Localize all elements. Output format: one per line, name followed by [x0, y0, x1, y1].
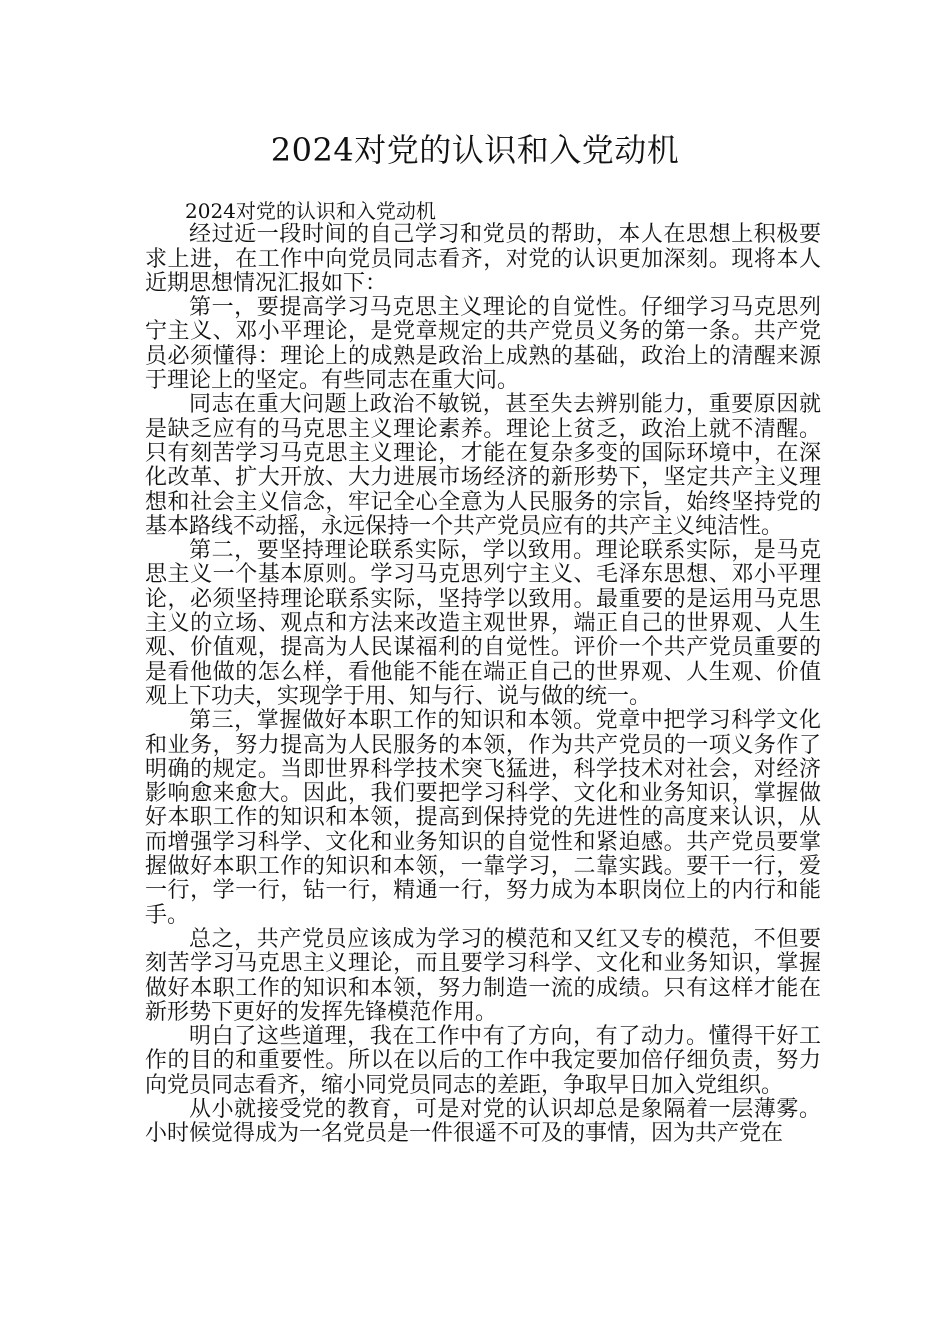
document-title: 2024对党的认识和入党动机	[270, 131, 680, 169]
paragraph-third-point: 第三，掌握做好本职工作的知识和本领。党章中把学习科学文化和业务，努力提高为人民服务的本领，作为共产党员的一项义务作了明确的规定。当即世界科学技术突飞猛进，科学技术对社会，对经济影响愈来愈大。因此，我们要把学习科学、文化和业务知识，掌握做好本职工作的知识和本领，提高到保持党的先进性的高度来认识，从而增强学习科学、文化和业务知识的自觉性和紧迫感。共产党员要掌握做好本职工作的知识和本领，一靠学习，二靠实践。要干一行，爱一行，学一行，钻一行，精通一行，努力成为本职岗位上的内行和能手。	[145, 708, 821, 928]
document-body	[145, 199, 821, 1147]
paragraph-summary: 总之，共产党员应该成为学习的模范和又红又专的模范，不但要刻苦学习马克思主义理论，而且要学习科学、文化和业务知识，掌握做好本职工作的知识和本领，努力制造一流的成绩。只有这样才能在新形势下更好的发挥先锋模范作用。	[145, 926, 821, 1025]
paragraph-first-point-continued: 同志在重大问题上政治不敏锐，甚至失去辨别能力，重要原因就是缺乏应有的马克思主义理论素养。理论上贫乏，政治上就不清醒。只有刻苦学习马克思主义理论，才能在复杂多变的国际环境中，在深化改革、扩大开放、大力进展市场经济的新形势下，坚定共产主义理想和社会主义信念，牢记全心全意为人民服务的宗旨，始终坚持党的基本路线不动摇，永远保持一个共产党员应有的共产主义纯洁性。	[145, 392, 821, 539]
paragraph-first-point: 第一，要提高学习马克思主义理论的自觉性。仔细学习马克思列宁主义、邓小平理论，是党章规定的共产党员义务的第一条。共产党员必须懂得：理论上的成熟是政治上成熟的基础，政治上的清醒来源于理论上的坚定。有些同志在重大问。	[145, 295, 821, 394]
paragraph-reflection: 明白了这些道理，我在工作中有了方向，有了动力。懂得干好工作的目的和重要性。所以在以后的工作中我定要加倍仔细负责，努力向党员同志看齐，缩小同党员同志的差距，争取早日加入党组织。	[145, 1024, 821, 1098]
document-subtitle: 2024对党的认识和入党动机	[185, 199, 436, 223]
paragraph-intro: 经过近一段时间的自己学习和党员的帮助，本人在思想上积极要求上进，在工作中向党员同志看齐，对党的认识更加深刻。现将本人近期思想情况汇报如下：	[145, 222, 821, 296]
paragraph-second-point: 第二，要坚持理论联系实际，学以致用。理论联系实际，是马克思主义一个基本原则。学习马克思列宁主义、毛泽东思想、邓小平理论，必须坚持理论联系实际，坚持学以致用。最重要的是运用马克思主义的立场、观点和方法来改造主观世界，端正自己的世界观、人生观、价值观，提高为人民谋福利的自觉性。评价一个共产党员重要的是看他做的怎么样，看他能不能在端正自己的世界观、人生观、价值观上下功夫，实现学于用、知与行、说与做的统一。	[145, 538, 821, 709]
paragraph-childhood: 从小就接受党的教育，可是对党的认识却总是象隔着一层薄雾。小时候觉得成为一名党员是一件很遥不可及的事情，因为共产党在	[145, 1096, 821, 1147]
